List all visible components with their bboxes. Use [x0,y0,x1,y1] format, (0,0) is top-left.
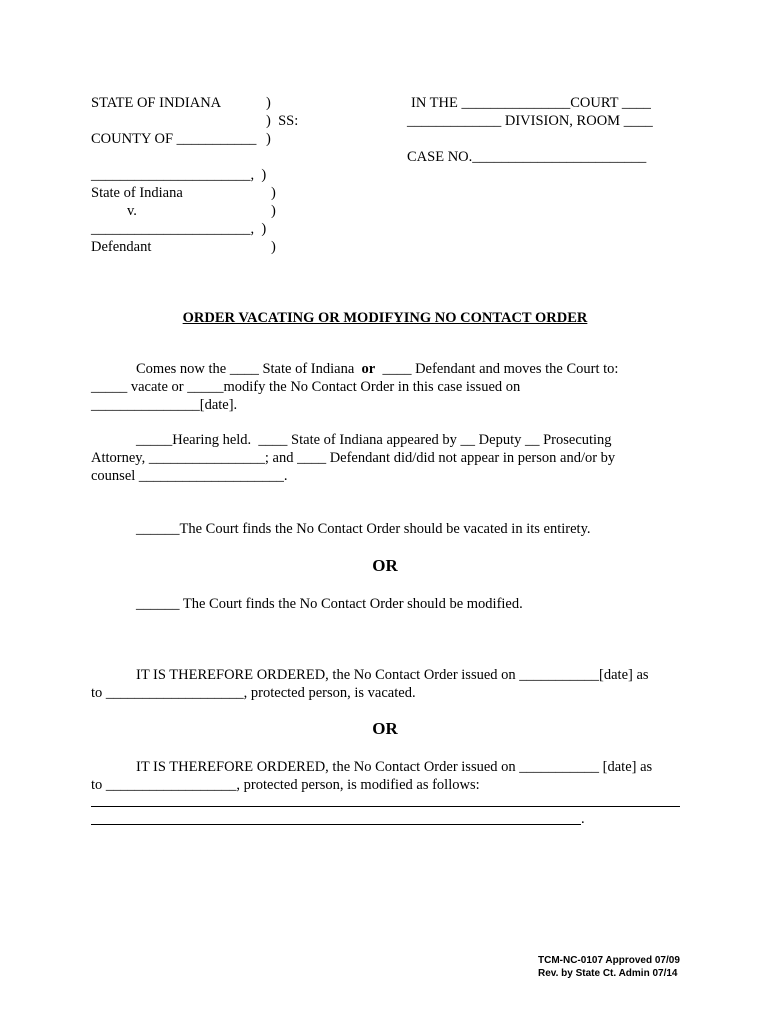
caption-paren: ) [271,185,276,201]
blank-line [91,806,680,807]
finding-modified: ______ The Court finds the No Contact Order should be modified. [136,596,523,612]
court-line: IN THE _______________COURT ____ [411,95,651,111]
hearing-line-3: counsel ____________________. [91,468,288,484]
approved-date: Approved 07/09 [603,955,680,966]
division-line: _____________ DIVISION, ROOM ____ [407,113,653,129]
versus: v. [127,203,137,219]
form-id: TCM-NC-0107 [538,955,604,966]
case-number-line: CASE NO.________________________ [407,149,647,165]
order-modify-line-1: IT IS THEREFORE ORDERED, the No Contact Order issued on ___________ [date] as [136,759,653,775]
revision-note: Rev. by State Ct. Admin 07/14 [538,968,678,979]
order-modify-line-2: to __________________, protected person, is modified as follows: [91,777,480,793]
hearing-line-1: _____Hearing held. ____ State of Indiana appeared by __ Deputy __ Prosecuting [136,432,612,448]
county-line: COUNTY OF ___________ [91,131,257,147]
or-divider: OR [372,556,398,575]
motion-or: or [361,361,376,377]
plaintiff-blank: ______________________, ) [91,167,267,183]
ss-marker: ) SS: [266,113,299,129]
plaintiff-name: State of Indiana [91,185,183,201]
motion-text-b: ____ Defendant and moves the Court to: [375,361,619,377]
line-end-period: . [581,811,585,827]
motion-line-3: _______________[date]. [91,397,238,413]
motion-line-2: _____ vacate or _____modify the No Contact Order in this case issued on [91,379,521,395]
defendant-blank: ______________________, ) [91,221,267,237]
or-divider: OR [372,719,398,738]
order-vacate-line-2: to ___________________, protected person, is vacated. [91,685,416,701]
form-footer [538,954,680,967]
caption-paren: ) [271,239,276,255]
defendant-label: Defendant [91,239,152,255]
blank-line [91,824,581,825]
motion-text-a: Comes now the ____ State of Indiana [136,361,362,377]
caption-paren: ) [266,131,271,147]
document-title: ORDER VACATING OR MODIFYING NO CONTACT ORDER [182,310,588,326]
caption-paren: ) [266,95,271,111]
finding-vacated: ______The Court finds the No Contact Order should be vacated in its entirety. [136,521,591,537]
state-line: STATE OF INDIANA [91,95,222,111]
motion-line-1 [136,360,618,378]
hearing-line-2: Attorney, ________________; and ____ Defendant did/did not appear in person and/or by [91,450,616,466]
caption-paren: ) [271,203,276,219]
order-vacate-line-1: IT IS THEREFORE ORDERED, the No Contact Order issued on ___________[date] as [136,667,649,683]
